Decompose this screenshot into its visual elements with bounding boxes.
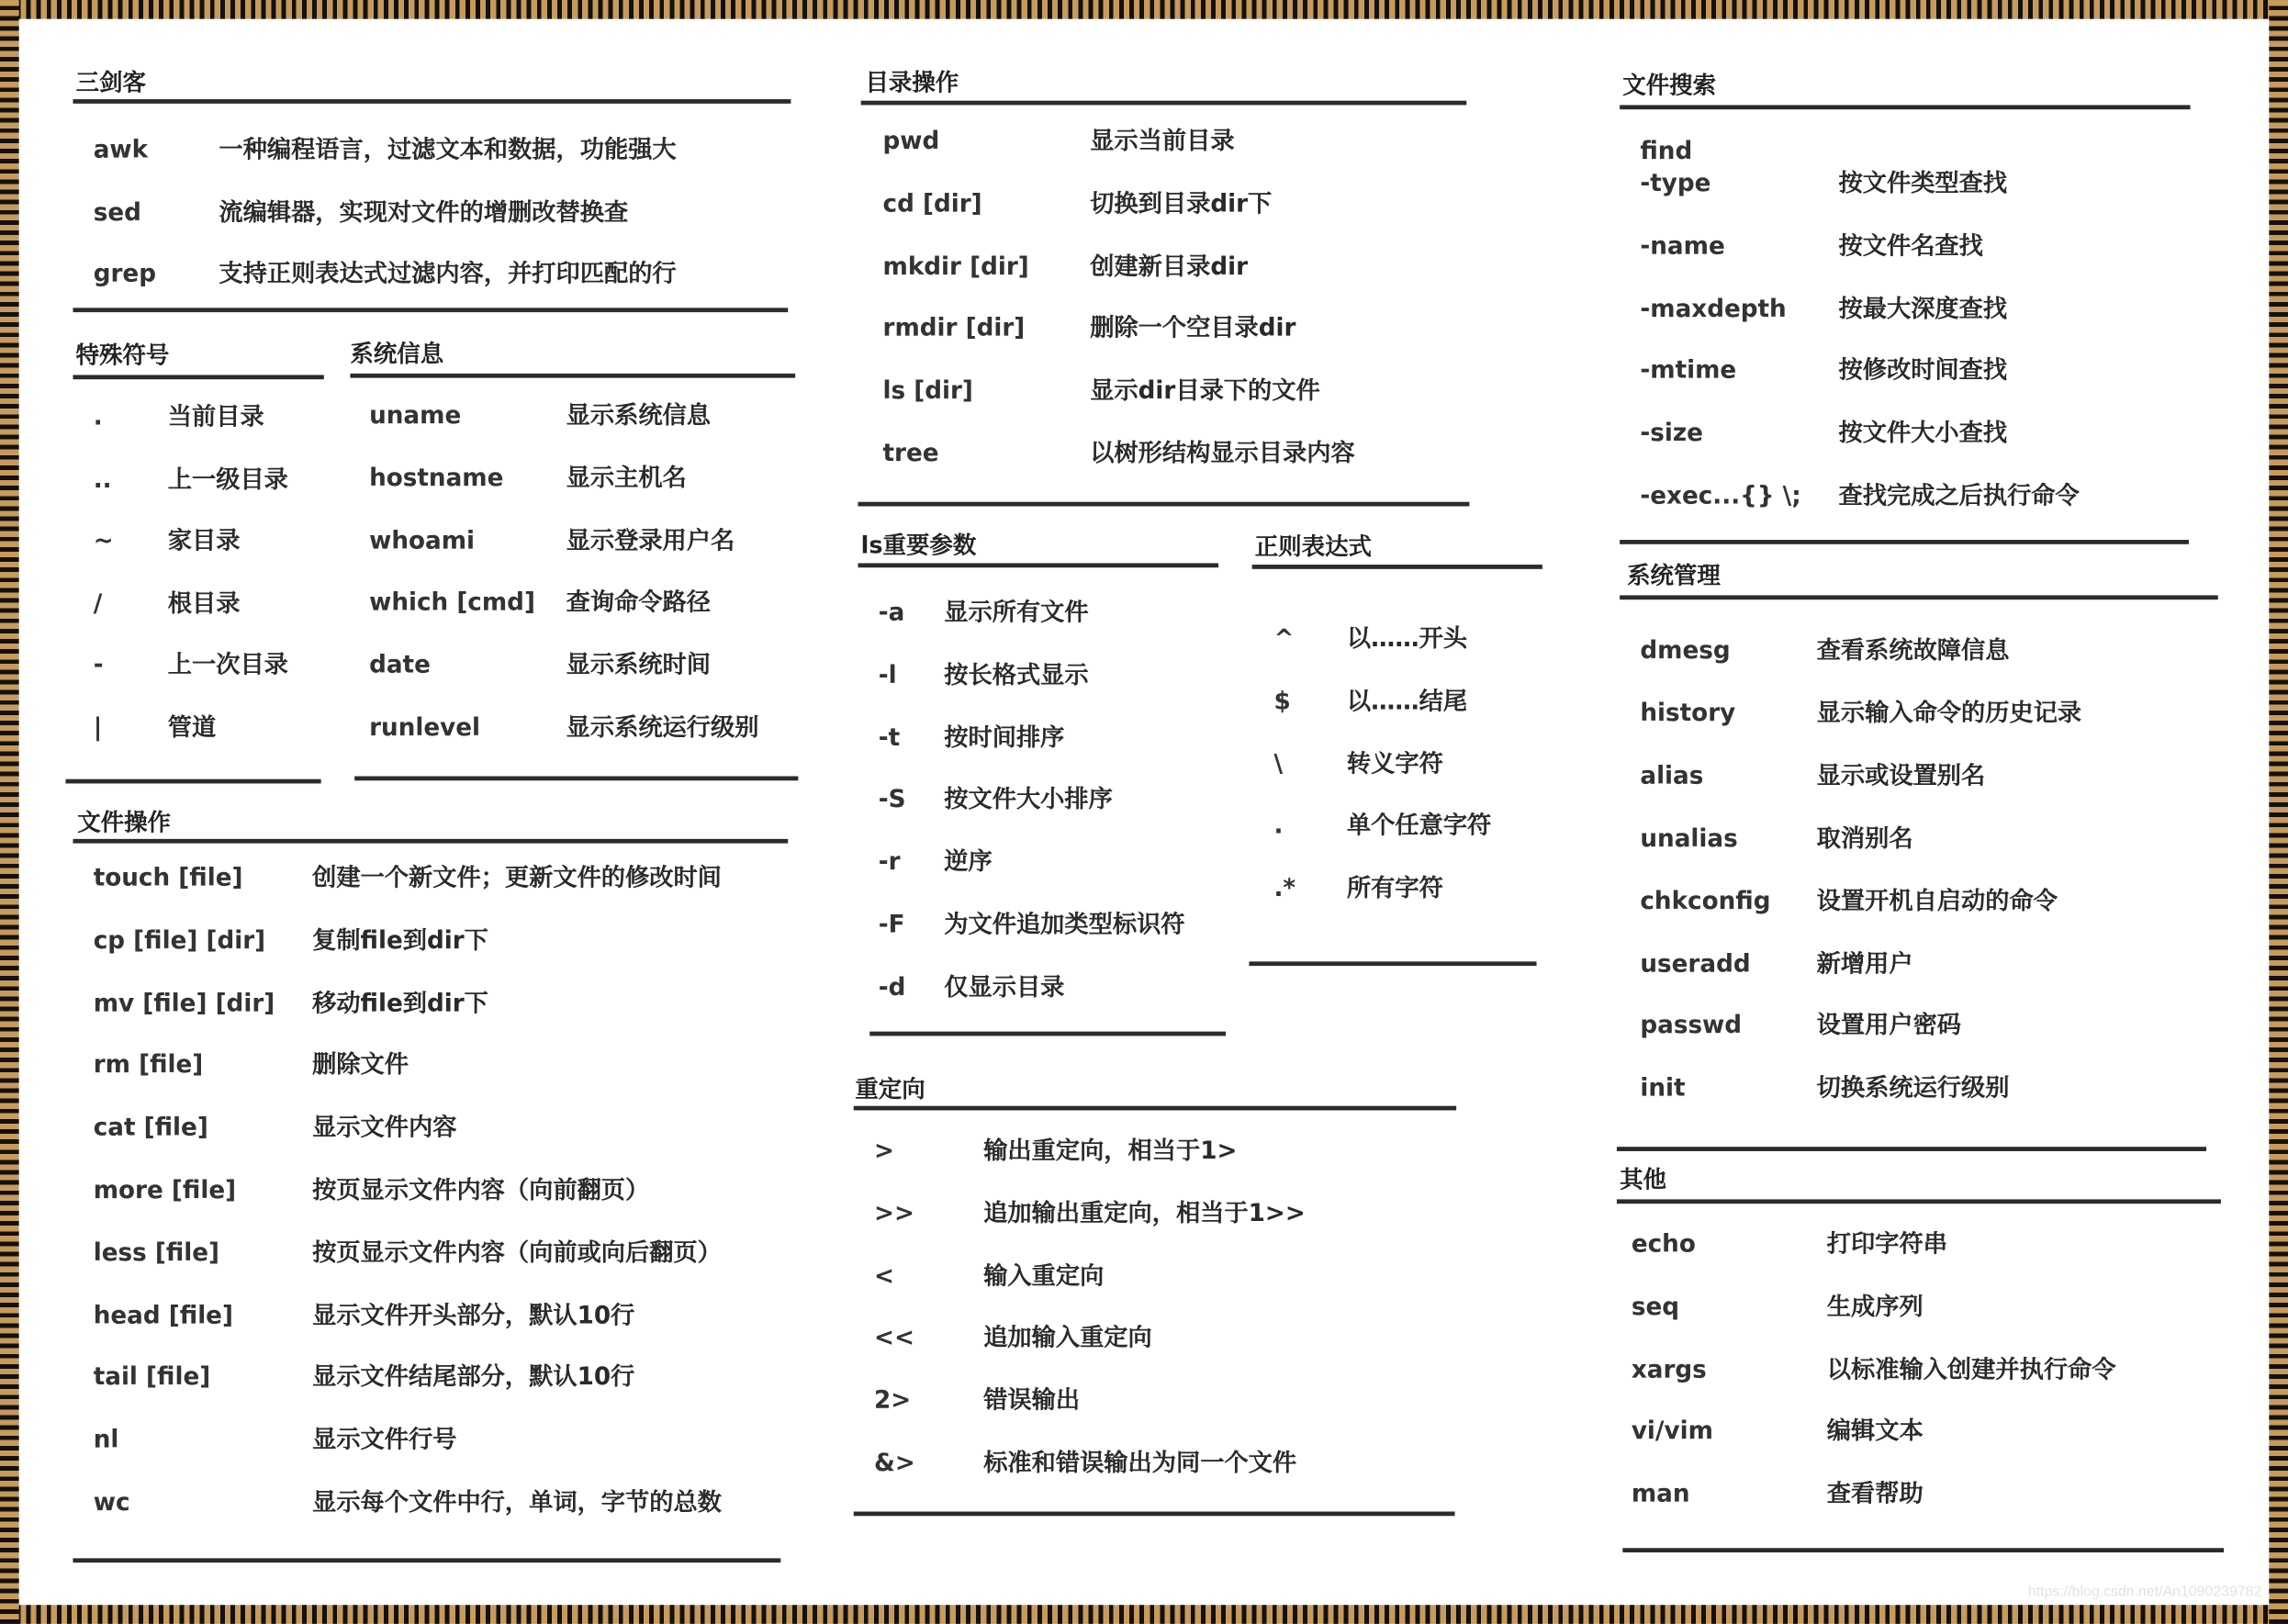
section-title-underline (1620, 105, 2190, 108)
command-description: 显示系统时间 (566, 651, 711, 679)
command-name: < (873, 1261, 894, 1290)
command-description: 按页显示文件内容（向前或向后翻页） (312, 1238, 722, 1267)
command-description: 一种编程语言，过滤文本和数据，功能强大 (219, 135, 677, 164)
command-description: 删除一个空目录dir (1090, 314, 1296, 342)
command-description: 显示系统信息 (566, 401, 711, 430)
command-description: 设置用户密码 (1816, 1012, 1962, 1040)
command-name: $ (1273, 687, 1291, 715)
section-title: 目录操作 (865, 68, 959, 96)
command-name: unalias (1640, 823, 1738, 852)
command-description: 切换到目录dir下 (1090, 189, 1273, 218)
command-name: -S (878, 785, 906, 813)
command-name: cat [file] (93, 1113, 208, 1142)
command-name: rmdir [dir] (882, 314, 1026, 342)
command-name: -F (878, 910, 905, 938)
command-description: 根目录 (167, 588, 241, 617)
command-name: find (1640, 137, 1693, 165)
command-name: head [file] (93, 1301, 233, 1329)
command-name: less [file] (93, 1238, 220, 1267)
command-description: 输出重定向，相当于1> (983, 1137, 1238, 1165)
command-description: 显示文件行号 (312, 1426, 457, 1454)
command-name: . (1273, 812, 1284, 840)
command-name: .* (1273, 874, 1296, 902)
command-name: cp [file] [dir] (93, 925, 266, 955)
command-description: 移动file到dir下 (312, 988, 488, 1017)
section-title-underline (73, 839, 788, 843)
command-name: -r (878, 847, 901, 876)
command-name: &> (873, 1449, 915, 1477)
command-name: useradd (1640, 948, 1751, 978)
command-description: 显示文件内容 (312, 1113, 457, 1142)
section-title: 系统信息 (350, 340, 444, 368)
command-name: > (873, 1137, 894, 1165)
section-title-underline (73, 375, 323, 378)
command-description: 查看系统故障信息 (1816, 635, 2010, 665)
command-description: 追加输入重定向 (983, 1324, 1152, 1352)
command-name: whoami (369, 526, 476, 554)
command-description: 所有字符 (1346, 874, 1443, 902)
command-description: 显示每个文件中行，单词，字节的总数 (312, 1488, 722, 1517)
section-bottom-divider (1622, 1548, 2224, 1551)
command-description: 按文件大小排序 (944, 785, 1113, 813)
command-name: echo (1631, 1229, 1696, 1258)
command-description: 流编辑器，实现对文件的增删改替换查 (219, 197, 629, 226)
command-description: 单个任意字符 (1346, 812, 1492, 840)
command-name: -l (878, 660, 897, 689)
decorative-border-bottom (0, 1605, 2288, 1624)
command-name: mv [file] [dir] (93, 988, 275, 1017)
command-name: 2> (873, 1386, 912, 1415)
command-name: << (873, 1324, 914, 1352)
command-description: 按最大深度查找 (1838, 294, 2008, 322)
command-name: sed (93, 197, 141, 226)
command-description: 以树形结构显示目录内容 (1090, 439, 1355, 467)
section-title: 其他 (1620, 1165, 1667, 1194)
command-description: 当前目录 (167, 402, 264, 431)
command-name: runlevel (369, 713, 481, 742)
command-description: 输入重定向 (983, 1261, 1105, 1290)
command-name: more [file] (93, 1175, 237, 1204)
section-bottom-divider (869, 1032, 1226, 1036)
command-name: .. (93, 465, 112, 493)
decorative-border-top (0, 0, 2288, 19)
command-name: -mtime (1640, 356, 1737, 385)
command-description: 取消别名 (1816, 823, 1913, 852)
command-description: 按文件名查找 (1838, 231, 1983, 260)
command-description: 家目录 (167, 527, 241, 555)
command-name: hostname (369, 464, 504, 492)
section-title-underline (1617, 1199, 2221, 1203)
command-name: dmesg (1640, 635, 1731, 665)
section-title-underline (350, 374, 795, 377)
command-name: -name (1640, 231, 1725, 260)
command-description: 按文件类型查找 (1838, 169, 2008, 197)
command-description: 按时间排序 (944, 722, 1065, 751)
command-name: awk (93, 135, 149, 164)
section-title: 文件操作 (77, 808, 171, 836)
command-name: rm [file] (93, 1050, 204, 1080)
command-name: touch [file] (93, 863, 243, 892)
section-title: 特殊符号 (75, 341, 170, 370)
command-description: 管道 (167, 713, 217, 742)
command-name: alias (1640, 761, 1704, 790)
section-title-underline (73, 99, 791, 103)
command-description: 查询命令路径 (566, 588, 711, 617)
section-title-underline (1252, 565, 1542, 568)
section-bottom-divider (1620, 540, 2189, 543)
command-name: which [cmd] (369, 588, 535, 617)
command-description: 显示输入命令的历史记录 (1816, 699, 2082, 727)
command-name: -size (1640, 419, 1703, 447)
section-title-underline (854, 1106, 1456, 1110)
command-description: 显示当前目录 (1090, 127, 1235, 155)
command-description: 显示dir目录下的文件 (1090, 376, 1320, 405)
command-description: 为文件追加类型标识符 (944, 910, 1185, 938)
command-name: \ (1273, 749, 1284, 778)
command-description: 追加输出重定向，相当于1>> (983, 1199, 1306, 1227)
command-name: -type (1640, 169, 1711, 197)
section-title-underline (861, 101, 1467, 105)
command-name: -t (878, 722, 901, 751)
command-name: / (93, 588, 103, 617)
section-title: 正则表达式 (1254, 532, 1372, 561)
command-description: 以标准输入创建并执行命令 (1826, 1354, 2116, 1383)
section-bottom-divider (1249, 961, 1536, 965)
command-description: 转义字符 (1346, 749, 1443, 778)
section-bottom-divider (1617, 1147, 2206, 1150)
command-description: 仅显示目录 (944, 972, 1065, 1001)
command-name: nl (93, 1426, 119, 1454)
command-name: grep (93, 259, 156, 288)
command-description: 上一次目录 (167, 651, 288, 679)
command-description: 以……开头 (1346, 624, 1468, 653)
command-description: 显示登录用户名 (566, 526, 735, 554)
command-name: ^ (1273, 624, 1295, 653)
command-name: wc (93, 1488, 130, 1517)
command-name: - (93, 651, 104, 679)
command-description: 显示或设置别名 (1816, 761, 1986, 790)
command-description: 编辑文本 (1826, 1417, 1923, 1446)
command-description: 按长格式显示 (944, 660, 1089, 689)
section-title: 系统管理 (1627, 561, 1721, 590)
command-name: vi/vim (1631, 1417, 1713, 1446)
command-name: history (1640, 699, 1736, 727)
command-name: pwd (882, 127, 940, 155)
command-description: 复制file到dir下 (312, 925, 488, 955)
command-description: 按修改时间查找 (1838, 356, 2008, 385)
command-name: chkconfig (1640, 886, 1771, 914)
command-name: tail [file] (93, 1363, 211, 1392)
command-description: 生成序列 (1826, 1292, 1923, 1320)
command-description: 删除文件 (312, 1050, 409, 1080)
command-description: 设置开机自启动的命令 (1816, 886, 2058, 914)
command-description: 上一级目录 (167, 465, 288, 493)
command-description: 查看帮助 (1826, 1479, 1923, 1508)
command-description: 新增用户 (1816, 948, 1913, 978)
section-bottom-divider (73, 308, 788, 311)
section-title: 文件搜索 (1622, 71, 1717, 100)
section-title-underline (858, 563, 1219, 566)
command-name: -maxdepth (1640, 294, 1787, 322)
command-name: date (369, 651, 431, 679)
command-description: 显示系统运行级别 (566, 713, 759, 742)
command-name: | (93, 713, 103, 742)
command-description: 显示所有文件 (944, 598, 1089, 626)
section-bottom-divider (73, 1558, 780, 1562)
command-name: seq (1631, 1292, 1680, 1320)
command-name: xargs (1631, 1354, 1707, 1383)
command-name: init (1640, 1074, 1686, 1103)
command-description: 查找完成之后执行命令 (1838, 481, 2080, 510)
command-name: ls [dir] (882, 376, 973, 405)
command-description: 切换系统运行级别 (1816, 1074, 2010, 1103)
command-description: 以……结尾 (1346, 687, 1468, 715)
command-description: 按页显示文件内容（向前翻页） (312, 1175, 650, 1204)
watermark: https://blog.csdn.net/An1090239782 (2027, 1584, 2262, 1601)
command-name: >> (873, 1199, 914, 1227)
section-bottom-divider (354, 777, 798, 780)
command-name: -exec...{} \; (1640, 481, 1801, 510)
command-description: 创建新目录dir (1090, 252, 1249, 280)
command-name: -a (878, 598, 905, 626)
command-name: cd [dir] (882, 189, 982, 218)
section-title-underline (1620, 595, 2218, 599)
section-title: 三剑客 (75, 68, 146, 96)
decorative-border-right (2269, 0, 2288, 1624)
command-description: 打印字符串 (1826, 1229, 1947, 1258)
command-name: ~ (93, 527, 114, 555)
section-bottom-divider (66, 779, 321, 783)
command-description: 支持正则表达式过滤内容，并打印匹配的行 (219, 259, 677, 288)
command-description: 显示主机名 (566, 464, 687, 492)
section-bottom-divider (858, 502, 1470, 506)
command-name: passwd (1640, 1012, 1743, 1040)
command-name: . (93, 402, 103, 431)
section-title: ls重要参数 (860, 531, 977, 559)
command-name: -d (878, 972, 906, 1001)
command-name: uname (369, 401, 462, 430)
command-description: 显示文件开头部分，默认10行 (312, 1301, 635, 1329)
section-title: 重定向 (855, 1075, 925, 1103)
decorative-border-left (0, 0, 19, 1624)
command-description: 显示文件结尾部分，默认10行 (312, 1363, 635, 1392)
command-description: 创建一个新文件；更新文件的修改时间 (312, 863, 722, 892)
command-name: mkdir [dir] (882, 252, 1029, 280)
command-name: tree (882, 439, 939, 467)
command-name: man (1631, 1479, 1690, 1508)
section-bottom-divider (854, 1512, 1455, 1516)
command-description: 逆序 (944, 847, 993, 876)
command-description: 按文件大小查找 (1838, 419, 2008, 447)
command-description: 标准和错误输出为同一个文件 (983, 1449, 1297, 1477)
command-description: 错误输出 (983, 1386, 1081, 1415)
